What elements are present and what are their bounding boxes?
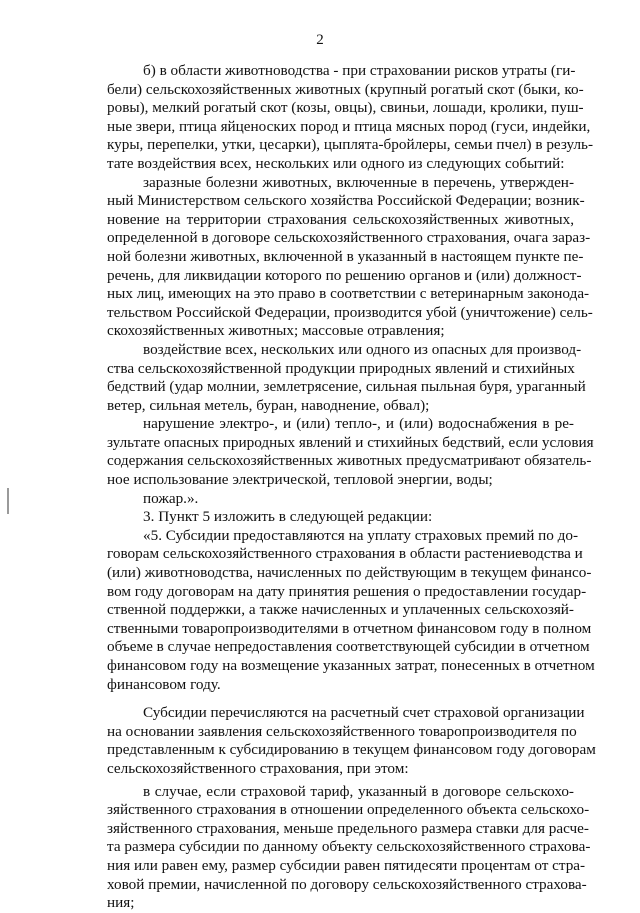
text-line: ветер, сильная метель, буран, наводнение, обвал);	[107, 396, 430, 414]
text-line: ховой премии, начисленной по договору сельскохозяйственного страхова-	[107, 875, 587, 893]
text-line: тельством Российской Федерации, производится убой (уничтожение) сель-	[107, 303, 593, 321]
text-line: 3. Пункт 5 изложить в следующей редакции:	[143, 508, 433, 526]
text-line: новение на территории страхования сельскохозяйственных животных,	[107, 210, 574, 228]
paragraph-item-3	[107, 508, 574, 527]
text-line: бели) сельскохозяйственных животных (крупный рогатый скот (быки, ко-	[107, 80, 584, 98]
paragraph-utility-disruption	[107, 415, 594, 489]
paragraph-fire	[107, 490, 574, 509]
text-line: куры, перепелки, утки, цесарки), цыплята-бройлеры, семьи пчел) в резуль-	[107, 136, 594, 154]
paragraph-diseases	[107, 173, 593, 341]
text-line: сельскохозяйственного страхования, при этом:	[107, 759, 409, 777]
text-line: ственной поддержки, а также начисленных и уплаченных сельскохозяй-	[107, 601, 574, 619]
text-line: нарушение электро-, и (или) тепло-, и (или) водоснабжения в ре-	[143, 415, 574, 433]
page-number: 2	[316, 32, 324, 48]
paragraph-natural-disasters	[107, 340, 586, 415]
text-line: пожар.».	[143, 489, 199, 507]
text-line: объеме в случае непредоставления соответствующей субсидии в отчетном	[107, 638, 590, 656]
text-line: ния;	[107, 894, 135, 912]
left-margin-mark	[7, 488, 9, 514]
text-line: говорам сельскохозяйственного страхования в области растениеводства и	[107, 545, 583, 563]
text-line: бедствий (удар молнии, землетрясение, сильная пыльная буря, ураганный	[107, 378, 586, 396]
text-line: ный Министерством сельского хозяйства Российской Федерации; возник-	[107, 192, 585, 210]
paragraph-item-5-quote	[107, 526, 595, 694]
text-line: ных лиц, имеющих на это право в соответствии с ветеринарным законода-	[107, 285, 590, 303]
text-line: воздействие всех, нескольких или одного из опасных для производ-	[143, 340, 582, 358]
text-line: финансовом году на возмещение указанных затрат, понесенных в отчетном	[107, 657, 595, 674]
paragraph-subsidy-transfer	[107, 704, 596, 778]
document-body	[107, 62, 596, 913]
text-line: ные звери, птица яйценоских пород и птица мясных пород (гуси, индейки,	[107, 117, 591, 135]
text-line: содержания сельскохозяйственных животных предусматривают обязатель-	[107, 452, 592, 470]
text-line: Субсидии перечисляются на расчетный счет страховой организации	[143, 704, 585, 722]
text-line: ровы), мелкий рогатый скот (козы, овцы), свиньи, лошади, кролики, пуш-	[107, 99, 584, 117]
text-line: зяйственного страхования в отношении определенного объекта сельскохо-	[107, 801, 590, 819]
text-line: та размера субсидии по данному объекту сельскохозяйственного страхова-	[107, 838, 591, 856]
text-line: ния или равен ему, размер субсидии равен пятидесяти процентам от стра-	[107, 856, 586, 874]
text-line: тате воздействия всех, нескольких или одного из следующих событий:	[107, 154, 565, 172]
text-line: зяйственного страхования, меньше предельного размера ставки для расче-	[107, 819, 589, 837]
text-line: представленным к субсидированию в текущем финансовом году договорам	[107, 741, 596, 759]
text-line: в случае, если страховой тариф, указанный в договоре сельскохо-	[143, 782, 574, 800]
text-line: «5. Субсидии предоставляются на уплату страховых премий по до-	[143, 526, 579, 544]
text-line: речень, для ликвидации которого по решению органов и (или) должност-	[107, 266, 582, 284]
text-line: ное использование электрической, тепловой энергии, воды;	[107, 471, 493, 489]
text-line: ства сельскохозяйственной продукции природных явлений и стихийных	[107, 359, 575, 377]
text-line: финансовом году.	[107, 675, 221, 693]
text-line: определенной в договоре сельскохозяйственного страхования, очага зараз-	[107, 229, 591, 247]
paragraph-gap	[107, 694, 574, 704]
text-line: вом году договорам на дату принятия решения о предоставлении государ-	[107, 582, 587, 600]
paragraph-livestock	[107, 62, 594, 174]
text-line: (или) животноводства, начисленных по действующим в текущем финансо-	[107, 564, 592, 582]
paragraph-insurance-tariff	[107, 782, 591, 913]
text-line: зультате опасных природных явлений и стихийных бедствий, если условия	[107, 433, 594, 451]
text-line: скохозяйственных животных; массовые отравления;	[107, 322, 445, 340]
text-line: ной болезни животных, включенной в указанный в настоящем пункте пе-	[107, 247, 584, 265]
text-line: ственными товаропроизводителями в отчетном финансовом году в полном	[107, 619, 592, 637]
text-line: б) в области животноводства - при страховании рисков утраты (ги-	[143, 62, 576, 79]
text-line: заразные болезни животных, включенные в перечень, утвержден-	[143, 173, 574, 191]
text-line: на основании заявления сельскохозяйственного товаропроизводителя по	[107, 722, 577, 740]
